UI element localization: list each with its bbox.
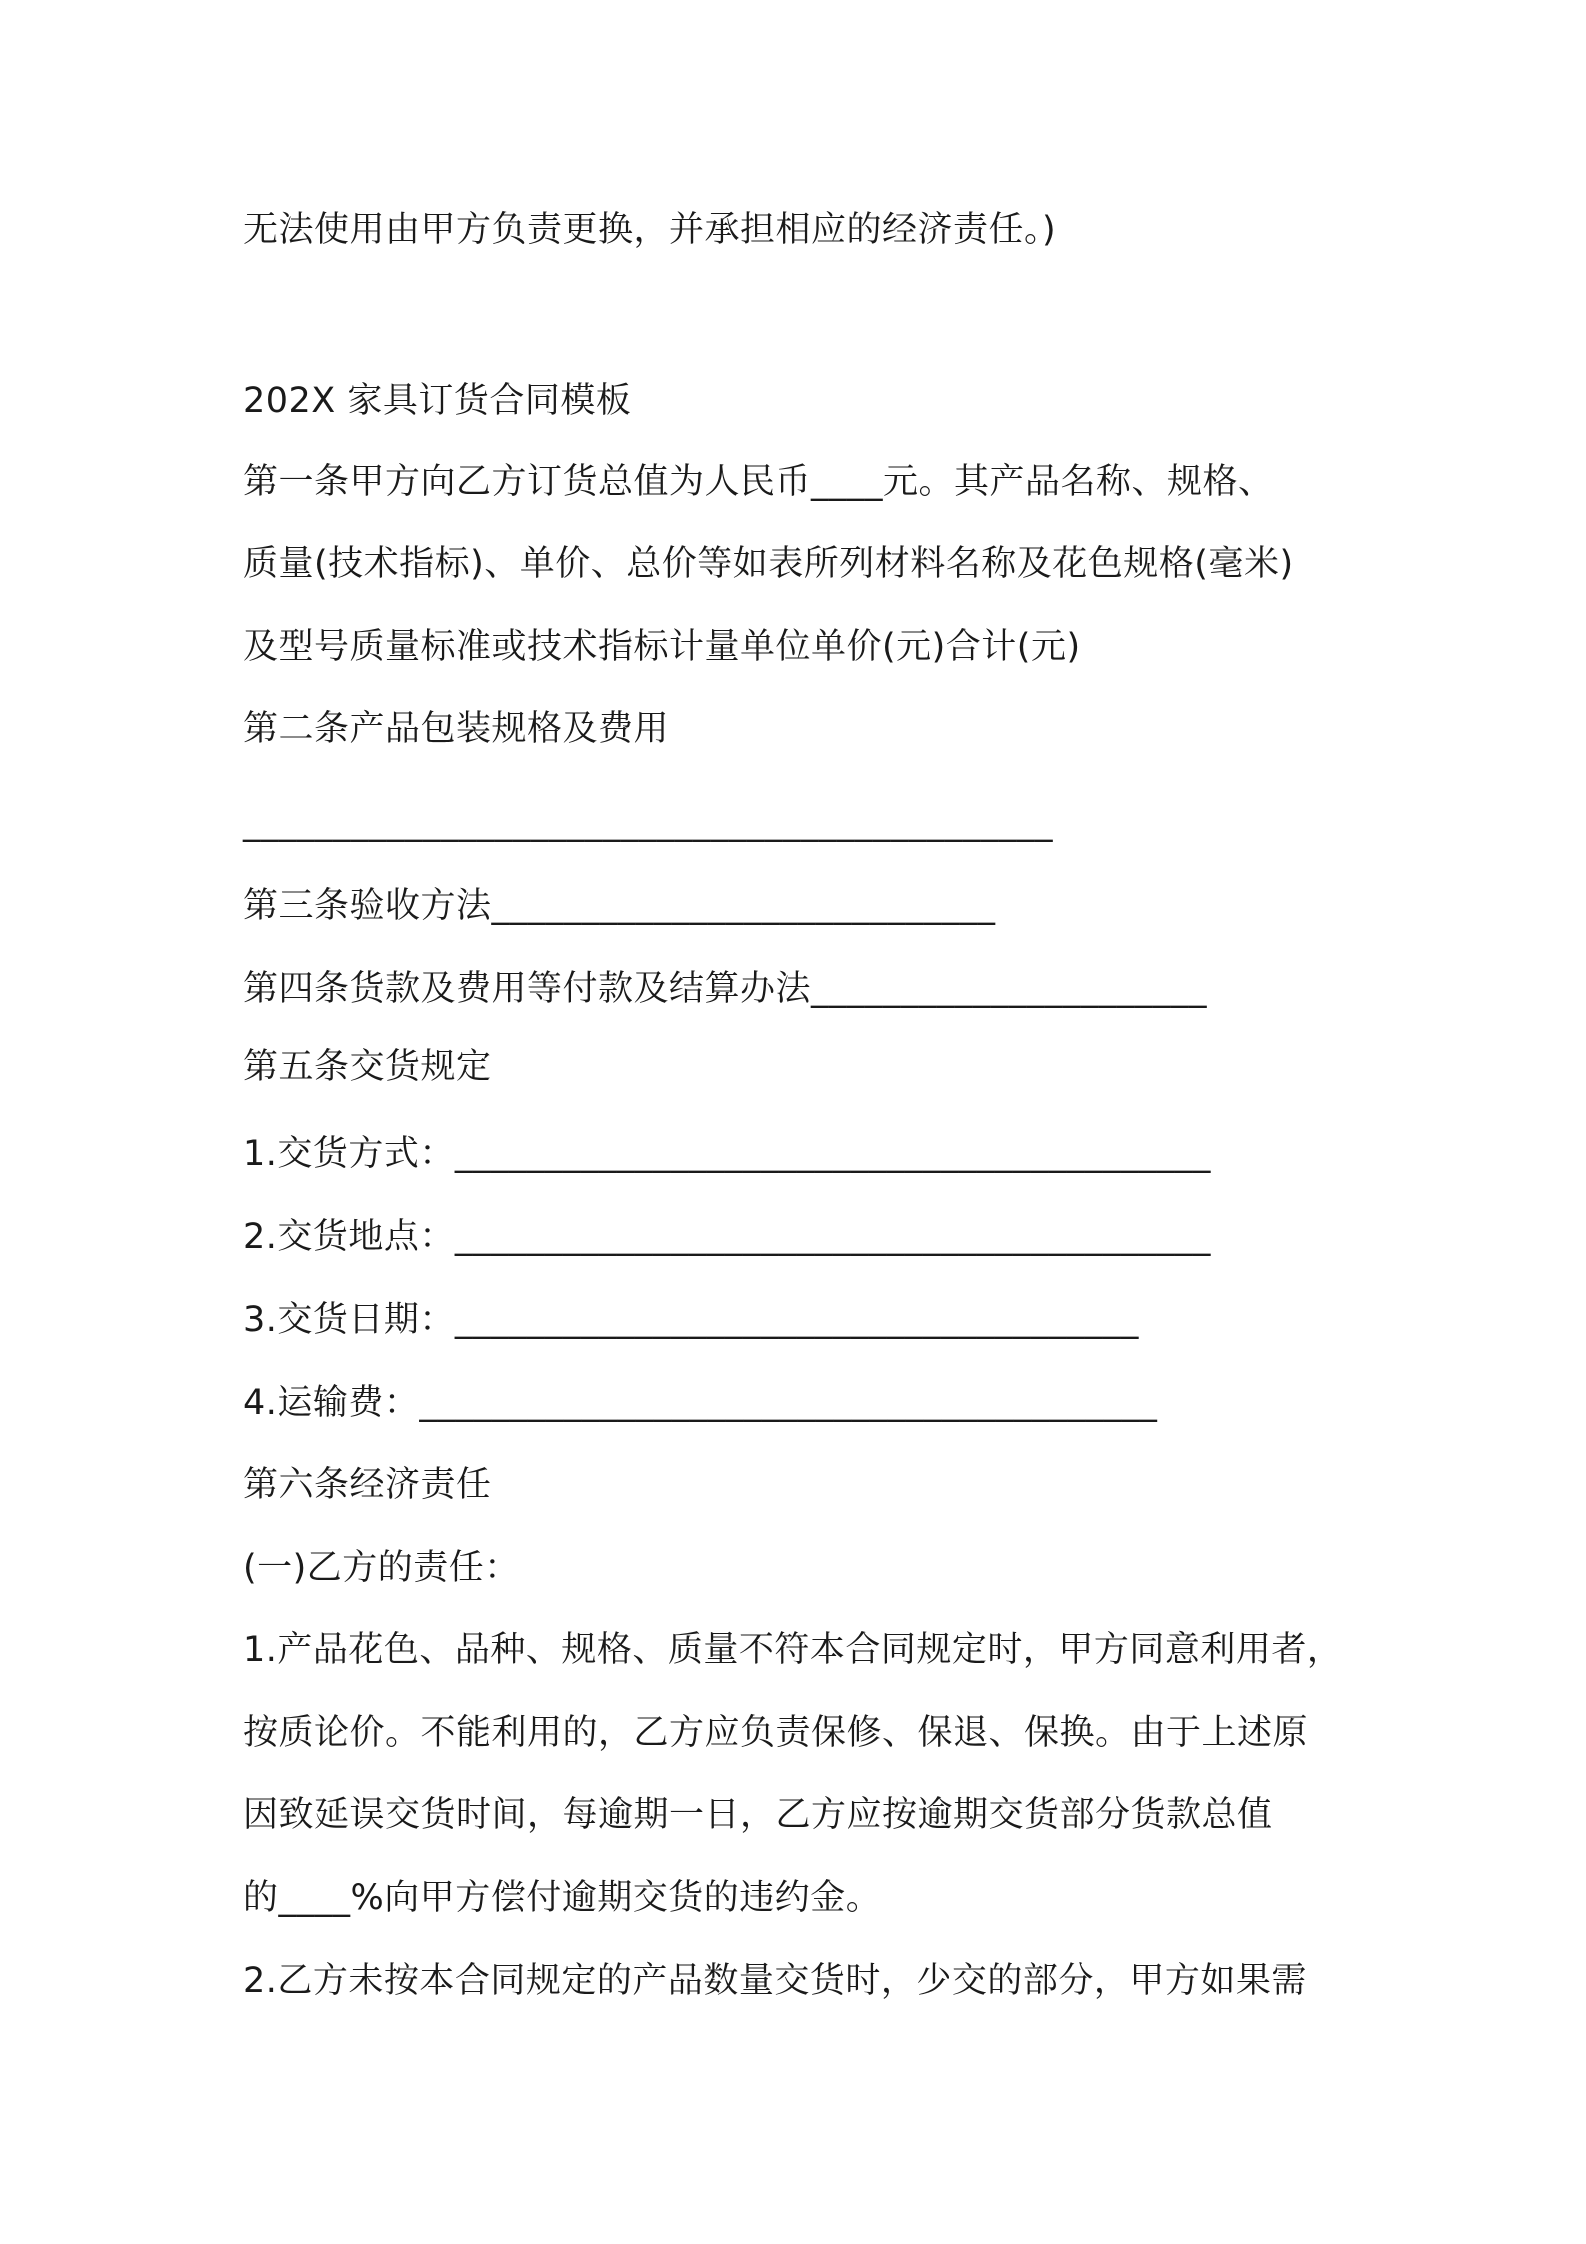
- article-3: 第三条验收方法____________________________: [243, 886, 996, 926]
- article-1-line-2: 质量(技术指标)、单价、总价等如表所列材料名称及花色规格(毫米): [243, 544, 1294, 584]
- delivery-date: 3.交货日期：______________________________________: [243, 1300, 1139, 1340]
- clause-1-line-4: 的____%向甲方偿付逾期交货的违约金。: [243, 1878, 882, 1918]
- article-2-heading: 第二条产品包装规格及费用: [243, 709, 670, 749]
- clause-1-line-2: 按质论价。不能利用的，乙方应负责保修、保退、保换。由于上述原: [243, 1713, 1309, 1753]
- clause-1-line-3: 因致延误交货时间，每逾期一日，乙方应按逾期交货部分货款总值: [243, 1795, 1273, 1835]
- clause-1-line-1: 1.产品花色、品种、规格、质量不符本合同规定时，甲方同意利用者，: [243, 1630, 1343, 1670]
- article-1-line-1: 第一条甲方向乙方订货总值为人民币____元。其产品名称、规格、: [243, 462, 1274, 502]
- article-4: 第四条货款及费用等付款及结算办法______________________: [243, 969, 1208, 1009]
- document-title: 202X 家具订货合同模板: [243, 381, 632, 421]
- clause-2-line-1: 2.乙方未按本合同规定的产品数量交货时，少交的部分，甲方如果需: [243, 1961, 1307, 2001]
- delivery-location: 2.交货地点：__________________________________________: [243, 1217, 1211, 1257]
- delivery-method: 1.交货方式：__________________________________________: [243, 1134, 1211, 1174]
- article-1-line-3: 及型号质量标准或技术指标计量单位单价(元)合计(元): [243, 627, 1081, 667]
- article-6-heading: 第六条经济责任: [243, 1465, 492, 1505]
- text-line-continuation: 无法使用由甲方负责更换，并承担相应的经济责任。): [243, 210, 1057, 250]
- article-5-heading: 第五条交货规定: [243, 1047, 492, 1087]
- blank-underline: _____________________________________________: [243, 803, 1053, 843]
- party-b-responsibility-heading: (一)乙方的责任：: [243, 1548, 520, 1588]
- transport-fee: 4.运输费：_________________________________________: [243, 1383, 1158, 1423]
